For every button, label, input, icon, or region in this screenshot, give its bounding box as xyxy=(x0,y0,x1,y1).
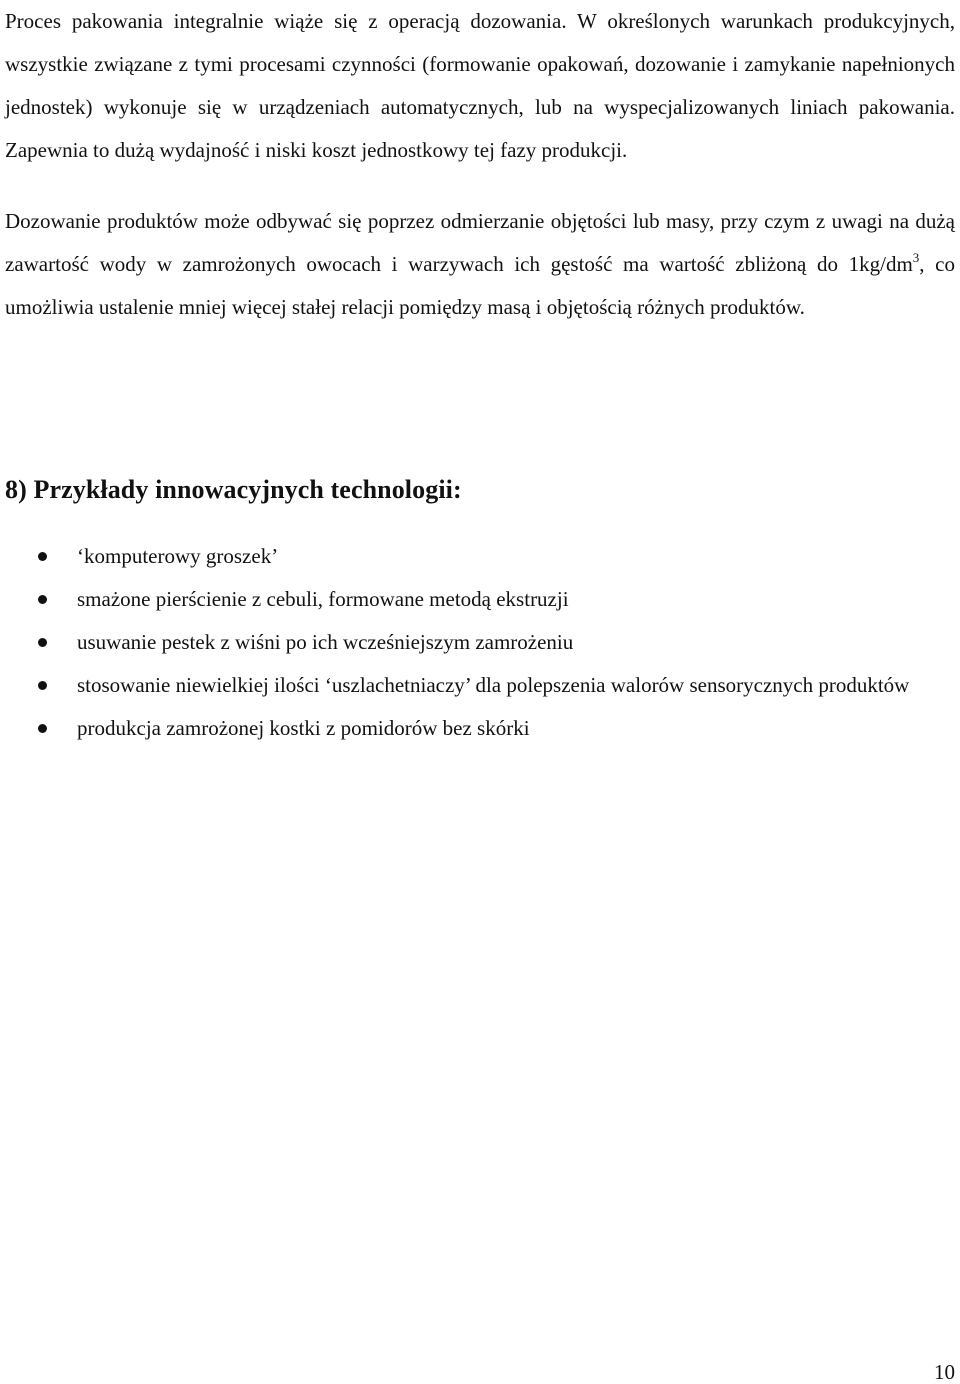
innovation-list xyxy=(0,535,960,750)
list-item-text: produkcja zamrożonej kostki z pomidorów bez skórki xyxy=(77,716,530,740)
list-item xyxy=(0,707,960,750)
list-item-text: ‘komputerowy groszek’ xyxy=(77,544,279,568)
list-item xyxy=(0,578,960,621)
bullet-icon xyxy=(38,552,47,561)
bullet-icon xyxy=(38,638,47,647)
list-item-text: usuwanie pestek z wiśni po ich wcześniejszym zamrożeniu xyxy=(77,630,574,654)
paragraph-packaging: Proces pakowania integralnie wiąże się z operacją dozowania. W określonych warunkach produkcyjnych, wszystkie związane z tymi procesami czynności (formowanie opakowań, dozowanie i zamykanie napełnionych jednostek) wykonuje się w urządzeniach automatycznych, lub na wyspecjalizowanych liniach pakowania. Zapewnia to dużą wydajność i niski koszt jednostkowy tej fazy produkcji. xyxy=(5,9,955,162)
list-item-text: smażone pierścienie z cebuli, formowane metodą ekstruzji xyxy=(77,587,569,611)
superscript-exponent: 3 xyxy=(912,250,920,265)
bullet-icon xyxy=(38,724,47,733)
list-item xyxy=(0,535,960,578)
list-item xyxy=(0,664,960,707)
page-number: 10 xyxy=(934,1360,955,1384)
bullet-icon xyxy=(38,681,47,690)
section-heading: 8) Przykłady innowacyjnych technologii: xyxy=(5,475,462,504)
paragraph-dosing-text-continued: , co umożliwia ustalenie mniej więcej stałej relacji pomiędzy masą i objętością różnych produktów. xyxy=(5,252,955,319)
list-item-text: stosowanie niewielkiej ilości ‘uszlachetniaczy’ dla polepszenia walorów sensorycznych produktów xyxy=(77,673,910,697)
bullet-icon xyxy=(38,595,47,604)
paragraph-dosing-text: Dozowanie produktów może odbywać się poprzez odmierzanie objętości lub masy, przy czym z uwagi na dużą zawartość wody w zamrożonych owocach i warzywach ich gęstość ma wartość zbliżoną do 1kg/dm xyxy=(5,209,955,276)
paragraph-dosing xyxy=(5,200,955,329)
list-item xyxy=(0,621,960,664)
